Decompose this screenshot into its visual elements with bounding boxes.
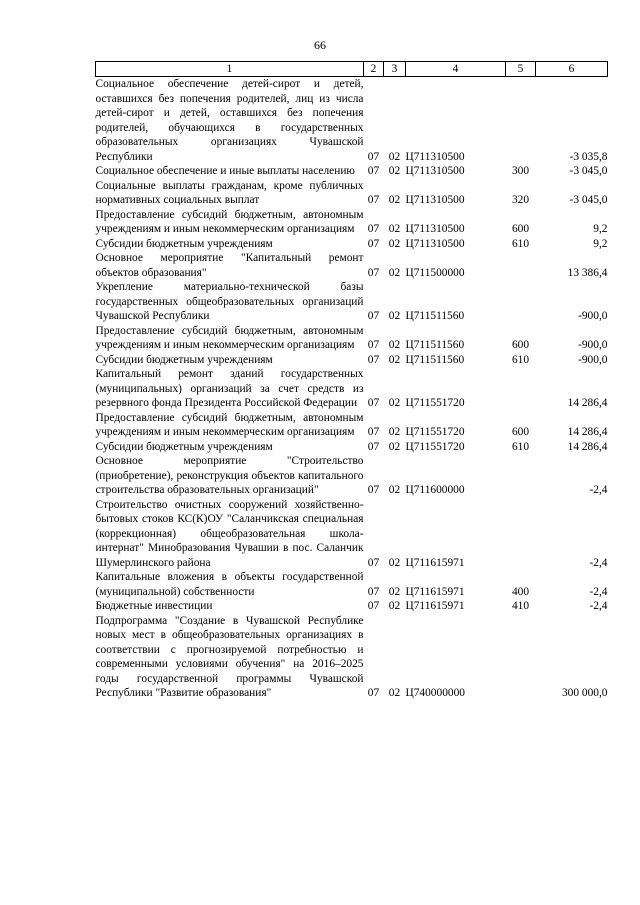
table-row: [96, 179, 608, 208]
row-amount-cell: -3 045,0: [569, 194, 608, 206]
row-name-cell: Капитальный ремонт зданий государственных (муниципальных) организаций за счет средств из резервного фонда Президента Российской Федерации: [95, 368, 364, 409]
row-target-article-cell: Ц711500000: [405, 266, 465, 279]
row-amount-cell: 300 000,0: [561, 687, 608, 699]
header-col-3: 3: [384, 62, 406, 77]
row-target-article-cell: Ц711615971: [405, 600, 465, 612]
row-section-cell: 07: [367, 585, 380, 598]
row-section-cell: 07: [367, 353, 380, 366]
row-section-cell: 07: [367, 194, 380, 206]
row-amount-cell: 13 386,4: [567, 266, 608, 279]
row-subsection-cell: 02: [388, 440, 401, 453]
row-section-cell: 07: [367, 165, 380, 177]
row-amount-cell: -3 035,8: [569, 150, 608, 163]
row-target-article-cell: Ц711551720: [405, 440, 465, 453]
table-row: [96, 411, 608, 440]
row-section-cell: 07: [367, 426, 380, 438]
row-subsection-cell: 02: [388, 165, 401, 177]
table-body: [96, 77, 608, 701]
row-subsection-cell: 02: [388, 194, 401, 206]
row-section-cell: 07: [367, 600, 380, 612]
row-section-cell: 07: [367, 266, 380, 279]
row-name-cell: Субсидии бюджетным учреждениям: [95, 353, 273, 366]
row-target-article-cell: Ц711310500: [405, 237, 465, 250]
row-target-article-cell: Ц711615971: [405, 585, 465, 598]
row-expense-type-cell: 600: [511, 223, 530, 235]
table-row: [96, 77, 608, 165]
row-name-cell: Социальные выплаты гражданам, кроме публичных нормативных социальных выплат: [95, 179, 364, 206]
row-target-article-cell: Ц711511560: [405, 353, 465, 366]
row-section-cell: 07: [367, 440, 380, 453]
row-expense-type-cell: 610: [511, 237, 530, 250]
row-amount-cell: 9,2: [593, 223, 608, 235]
table-row: [96, 353, 608, 368]
row-amount-cell: -2,4: [589, 556, 608, 569]
header-col-2: 2: [364, 62, 384, 77]
row-target-article-cell: Ц711310500: [405, 223, 465, 235]
table-row: [96, 454, 608, 498]
row-target-article-cell: Ц711511560: [405, 339, 465, 351]
header-col-1: 1: [96, 62, 364, 77]
row-subsection-cell: 02: [388, 484, 401, 496]
row-name-cell: Предоставление субсидий бюджетным, автономным учреждениям и иным некоммерческим организациям: [95, 324, 364, 351]
page-number: 66: [314, 38, 326, 52]
row-expense-type-cell: 610: [511, 353, 530, 366]
row-expense-type-cell: 600: [511, 339, 530, 351]
row-amount-cell: -900,0: [578, 353, 608, 366]
row-name-cell: Основное мероприятие "Капитальный ремонт объектов образования": [95, 252, 364, 279]
row-expense-type-cell: [506, 498, 536, 571]
table-row: [96, 498, 608, 571]
row-amount-cell: -2,4: [589, 600, 608, 612]
row-subsection-cell: 02: [388, 397, 401, 409]
table-row: [96, 164, 608, 179]
row-section-cell: 07: [367, 484, 380, 496]
row-expense-type-cell: 320: [511, 194, 530, 206]
row-subsection-cell: 02: [388, 237, 401, 250]
row-section-cell: 07: [367, 310, 380, 322]
row-subsection-cell: 02: [388, 223, 401, 235]
row-name-cell: Субсидии бюджетным учреждениям: [95, 237, 273, 250]
row-subsection-cell: 02: [388, 687, 401, 699]
row-name-cell: Предоставление субсидий бюджетным, автономным учреждениям и иным некоммерческим организациям: [95, 411, 364, 438]
table-row: [96, 440, 608, 455]
row-subsection-cell: 02: [388, 600, 401, 612]
row-amount-cell: -900,0: [578, 339, 608, 351]
row-section-cell: 07: [367, 687, 380, 699]
row-name-cell: Бюджетные инвестиции: [95, 600, 213, 612]
row-amount-cell: 14 286,4: [567, 397, 608, 409]
row-name-cell: Предоставление субсидий бюджетным, автономным учреждениям и иным некоммерческим организациям: [95, 208, 364, 235]
table-header-row: [96, 62, 608, 77]
row-subsection-cell: 02: [388, 266, 401, 279]
row-name-cell: Субсидии бюджетным учреждениям: [95, 440, 273, 453]
row-amount-cell: -2,4: [589, 484, 608, 496]
row-subsection-cell: 02: [388, 310, 401, 322]
row-name-cell: Социальное обеспечение и иные выплаты населению: [95, 165, 355, 177]
row-expense-type-cell: [506, 367, 536, 411]
table-row: [96, 280, 608, 324]
row-section-cell: 07: [367, 339, 380, 351]
row-subsection-cell: 02: [388, 426, 401, 438]
row-name-cell: Подпрограмма "Создание в Чувашской Республике новых мест в общеобразовательных организациях в соответствии с прогнозируемой потребностью и современными условиями обучения" на 2016–2025 годы государственной программы Чувашской Республики "Развитие образования": [95, 614, 364, 699]
row-name-cell: Строительство очистных сооружений хозяйственно-бытовых стоков КС(К)ОУ "Саланчикская специальная (коррекционная) общеобразовательная школа-интернат" Минобразования Чувашии в пос. Саланчик Шумерлинского района: [95, 498, 364, 569]
row-subsection-cell: 02: [388, 556, 401, 569]
row-amount-cell: 14 286,4: [567, 440, 608, 453]
row-expense-type-cell: 410: [511, 600, 530, 612]
row-section-cell: 07: [367, 397, 380, 409]
row-target-article-cell: Ц711511560: [405, 310, 465, 322]
table-row: [96, 208, 608, 237]
table-row: [96, 237, 608, 252]
row-amount-cell: -2,4: [589, 585, 608, 598]
row-expense-type-cell: [506, 614, 536, 701]
table-row: [96, 614, 608, 701]
row-subsection-cell: 02: [388, 353, 401, 366]
row-amount-cell: -900,0: [578, 310, 608, 322]
row-target-article-cell: Ц711310500: [405, 194, 465, 206]
row-target-article-cell: Ц740000000: [405, 687, 465, 699]
row-target-article-cell: Ц711551720: [405, 397, 465, 409]
table-row: [96, 367, 608, 411]
row-expense-type-cell: 400: [511, 585, 530, 598]
row-subsection-cell: 02: [388, 150, 401, 163]
row-target-article-cell: Ц711600000: [405, 484, 465, 496]
table-row: [96, 599, 608, 614]
row-expense-type-cell: 300: [511, 165, 530, 177]
row-target-article-cell: Ц711551720: [405, 426, 465, 438]
row-subsection-cell: 02: [388, 339, 401, 351]
row-section-cell: 07: [367, 556, 380, 569]
row-target-article-cell: Ц711310500: [405, 165, 465, 177]
header-col-6: 6: [536, 62, 608, 77]
row-target-article-cell: Ц711615971: [405, 556, 465, 569]
row-name-cell: Капитальные вложения в объекты государственной (муниципальной) собственности: [95, 571, 364, 598]
header-col-5: 5: [506, 62, 536, 77]
row-section-cell: 07: [367, 237, 380, 250]
row-expense-type-cell: 600: [511, 426, 530, 438]
header-col-4: 4: [406, 62, 506, 77]
row-name-cell: Социальное обеспечение детей-сирот и детей, оставшихся без попечения родителей, лиц из числа детей-сирот и детей, оставшихся без попечения родителей, обучающихся в государственных образовательных организациях Чувашской Республики: [95, 78, 364, 163]
row-expense-type-cell: 610: [511, 440, 530, 453]
row-amount-cell: 14 286,4: [567, 426, 608, 438]
row-section-cell: 07: [367, 223, 380, 235]
row-amount-cell: 9,2: [593, 237, 608, 250]
row-subsection-cell: 02: [388, 585, 401, 598]
row-amount-cell: -3 045,0: [569, 165, 608, 177]
table-row: [96, 324, 608, 353]
row-section-cell: 07: [367, 150, 380, 163]
row-name-cell: Укрепление материально-технической базы государственных общеобразовательных организаций Чувашской Республики: [95, 281, 364, 322]
row-target-article-cell: Ц711310500: [405, 150, 465, 163]
budget-table: [95, 61, 608, 701]
row-expense-type-cell: [506, 251, 536, 280]
row-expense-type-cell: [506, 77, 536, 165]
table-row: [96, 570, 608, 599]
row-expense-type-cell: [506, 280, 536, 324]
row-name-cell: Основное мероприятие "Строительство (приобретение), реконструкция объектов капитального строительства образовательных организаций": [95, 455, 364, 496]
table-row: [96, 251, 608, 280]
row-expense-type-cell: [506, 454, 536, 498]
